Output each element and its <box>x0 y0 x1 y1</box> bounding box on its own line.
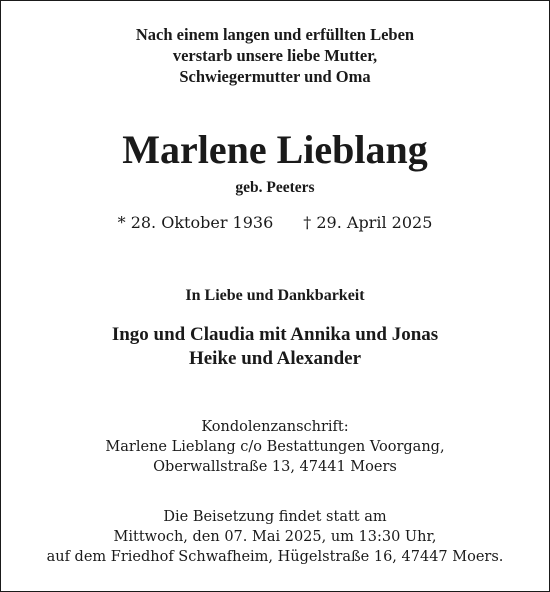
death-date: † 29. April 2025 <box>303 213 433 232</box>
mourners-line-2: Heike und Alexander <box>188 348 362 369</box>
intro-line-2: verstarb unsere liebe Mutter, <box>172 46 378 65</box>
funeral-line-2: Mittwoch, den 07. Mai 2025, um 13:30 Uhr, <box>113 529 437 545</box>
mourners-list <box>1 323 549 371</box>
condolence-heading: Kondolenzanschrift: <box>201 419 349 435</box>
life-dates <box>1 212 549 234</box>
gratitude-line: In Liebe und Dankbarkeit <box>185 287 365 304</box>
funeral-line-3: auf dem Friedhof Schwafheim, Hügelstraße 16, 47447 Moers. <box>46 549 504 565</box>
intro-text <box>1 24 549 87</box>
condolence-line-2: Oberwallstraße 13, 47441 Moers <box>153 459 397 475</box>
condolence-address <box>1 417 549 477</box>
funeral-line-1: Die Beisetzung findet statt am <box>163 509 387 525</box>
intro-line-1: Nach einem langen und erfüllten Leben <box>135 25 415 44</box>
birth-date: * 28. Oktober 1936 <box>117 213 274 232</box>
condolence-line-1: Marlene Lieblang c/o Bestattungen Voorgang, <box>105 439 445 455</box>
mourners-line-1: Ingo und Claudia mit Annika und Jonas <box>111 324 439 345</box>
deceased-name: Marlene Lieblang <box>122 127 428 172</box>
intro-line-3: Schwiegermutter und Oma <box>179 67 371 86</box>
funeral-details <box>1 507 549 567</box>
maiden-name: geb. Peeters <box>235 179 315 196</box>
